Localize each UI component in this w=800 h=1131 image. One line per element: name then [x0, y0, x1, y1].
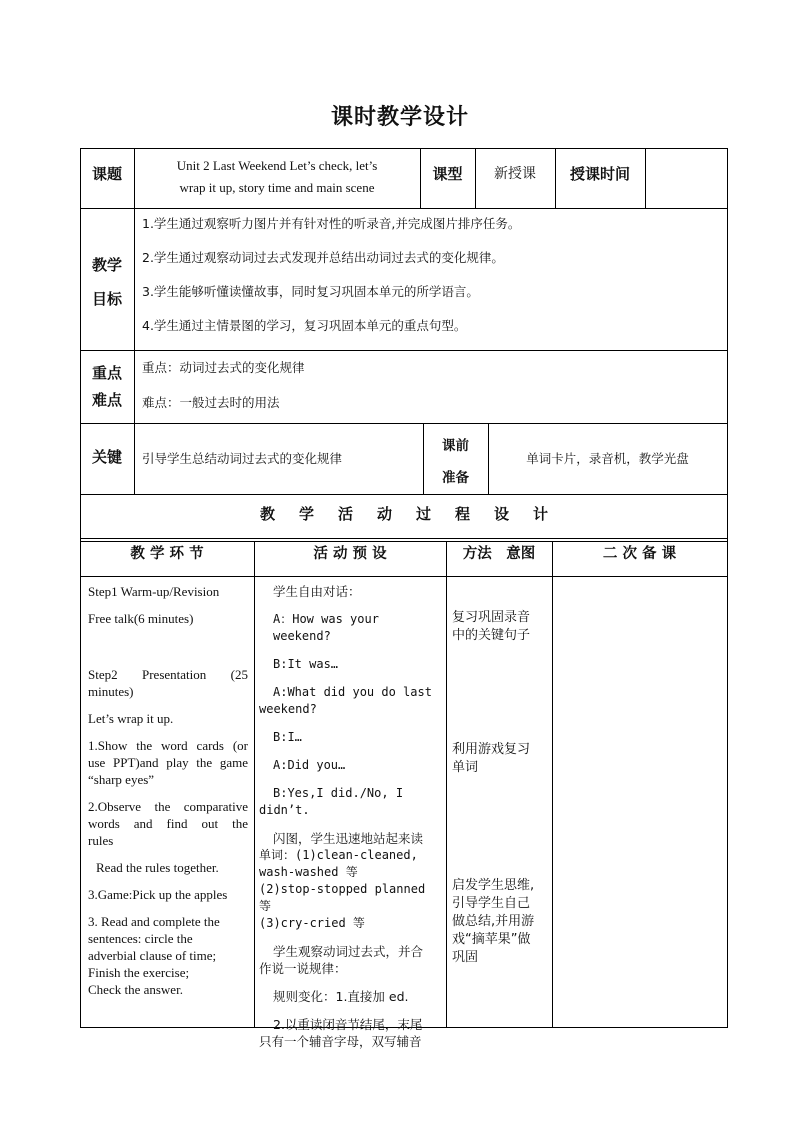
intent-line: 单词: [452, 760, 479, 775]
difficulty-text: 难点：一般过去时的用法: [142, 395, 280, 410]
page-title: 课时教学设计: [330, 105, 469, 130]
activity-line: B:It was…: [273, 657, 339, 671]
activity-line: B:Yes,I did./No, I: [273, 786, 404, 800]
step-line: rules: [88, 833, 114, 848]
activity-line: A:Did you…: [273, 758, 346, 772]
activity-line: 只有一个辅音字母，双写辅音: [259, 1034, 422, 1049]
prep-label-line-2: 准备: [442, 470, 469, 486]
goals-label: [80, 248, 134, 316]
step-line: “sharp eyes”: [88, 772, 155, 787]
goal-item: 1.学生通过观察听力图片并有针对性的听录音,并完成图片排序任务。: [142, 216, 521, 231]
prep-label: [423, 430, 488, 494]
class-time-label: 授课时间: [569, 165, 630, 183]
intent-line: 利用游戏复习: [452, 742, 531, 757]
step-line: Let’s wrap it up.: [88, 711, 174, 726]
goals-list: [142, 214, 722, 350]
intent-line: 启发学生思维,: [452, 878, 535, 893]
step-line: 3.Game:Pick up the apples: [88, 887, 228, 902]
activity-line: (2)stop-stopped planned 等: [259, 882, 426, 913]
activity-line: 闪图，学生迅速地站起来读: [273, 831, 424, 846]
activity-line: 学生观察动词过去式，并合: [273, 944, 424, 959]
activity-line: 2.以重读闭音节结尾，末尾: [273, 1017, 423, 1032]
goals-label-line-1: 教学: [91, 256, 122, 274]
key-points-label: [80, 360, 134, 414]
activity-line: B:I…: [273, 730, 302, 744]
step-line: 3. Read and complete the: [88, 914, 220, 929]
intents-column: [452, 609, 550, 967]
topic-value: [134, 155, 420, 199]
topic-line-2: wrap it up, story time and main scene: [179, 180, 375, 195]
goal-item: 3.学生能够听懂读懂故事，同时复习巩固本单元的所学语言。: [142, 284, 479, 299]
goal-item: 2.学生通过观察动词过去式发现并总结出动词过去式的变化规律。: [142, 250, 504, 265]
activity-line: wash-washed 等: [259, 865, 358, 879]
lesson-type-label: 课型: [432, 165, 463, 183]
prep-label-line-1: 课前: [442, 438, 469, 454]
step-line: adverbial clause of time;: [88, 948, 217, 963]
intent-line: 巩固: [452, 950, 479, 965]
step-line: Step1 Warm-up/Revision: [88, 584, 220, 599]
activity-line: 规则变化：1.直接加 ed.: [273, 989, 409, 1004]
activities-column: [259, 583, 443, 1050]
column-header-revision: 二 次 备 课: [602, 546, 677, 562]
key-value: 引导学生总结动词过去式的变化规律: [142, 451, 343, 466]
activity-line: A:What did you do last: [273, 685, 432, 699]
goals-label-line-2: 目标: [91, 290, 122, 308]
intent-line: 中的关键句子: [452, 628, 531, 643]
intent-line: 戏“摘苹果”做: [452, 932, 531, 947]
intent-line: 引导学生自己: [452, 896, 531, 911]
intent-line: 复习巩固录音: [452, 610, 531, 625]
column-header-method: 方法 意图: [462, 546, 536, 562]
topic-label: 课题: [91, 165, 122, 183]
step-line: Read the rules together.: [96, 860, 219, 875]
key-points-label-line-1: 重点: [91, 364, 122, 382]
intent-line: 做总结,并用游: [452, 914, 535, 929]
focus-text: 重点：动词过去式的变化规律: [142, 360, 305, 375]
activity-line: 作说一说规律：: [259, 961, 347, 976]
lesson-type-value: 新授课: [494, 166, 536, 182]
column-header-activity: 活 动 预 设: [313, 546, 387, 562]
step-line: 2.Observe the comparative: [88, 799, 248, 814]
column-header-step: 教 学 环 节: [130, 546, 204, 562]
key-points-content: [142, 358, 722, 411]
step-line: Free talk(6 minutes): [88, 611, 194, 626]
step-line: Step2 Presentation (25: [88, 667, 248, 682]
step-line: sentences: circle the: [88, 931, 193, 946]
activity-line: 单词：(1)clean-cleaned,: [259, 848, 418, 862]
activity-line: A：How was your weekend?: [273, 612, 379, 643]
step-line: words and find out the: [88, 816, 248, 831]
activity-line: weekend?: [259, 702, 317, 716]
prep-value: 单词卡片，录音机，教学光盘: [526, 451, 689, 466]
step-line: minutes): [88, 684, 134, 699]
step-line: Check the answer.: [88, 982, 183, 997]
activity-line: 学生自由对话：: [273, 584, 361, 599]
step-line: Finish the exercise;: [88, 965, 190, 980]
goal-item: 4.学生通过主情景图的学习，复习巩固本单元的重点句型。: [142, 318, 467, 333]
step-line: use PPT)and play the game: [88, 755, 248, 770]
activity-line: didn’t.: [259, 803, 310, 817]
step-line: 1.Show the word cards (or: [88, 738, 248, 753]
topic-line-1: Unit 2 Last Weekend Let’s check, let’s: [176, 158, 378, 173]
activity-line: (3)cry-cried 等: [259, 916, 365, 930]
key-label: 关键: [91, 448, 122, 466]
activity-title: 教学活动过程设计: [259, 505, 572, 523]
key-points-label-line-2: 难点: [91, 391, 122, 409]
steps-column: [88, 583, 248, 998]
